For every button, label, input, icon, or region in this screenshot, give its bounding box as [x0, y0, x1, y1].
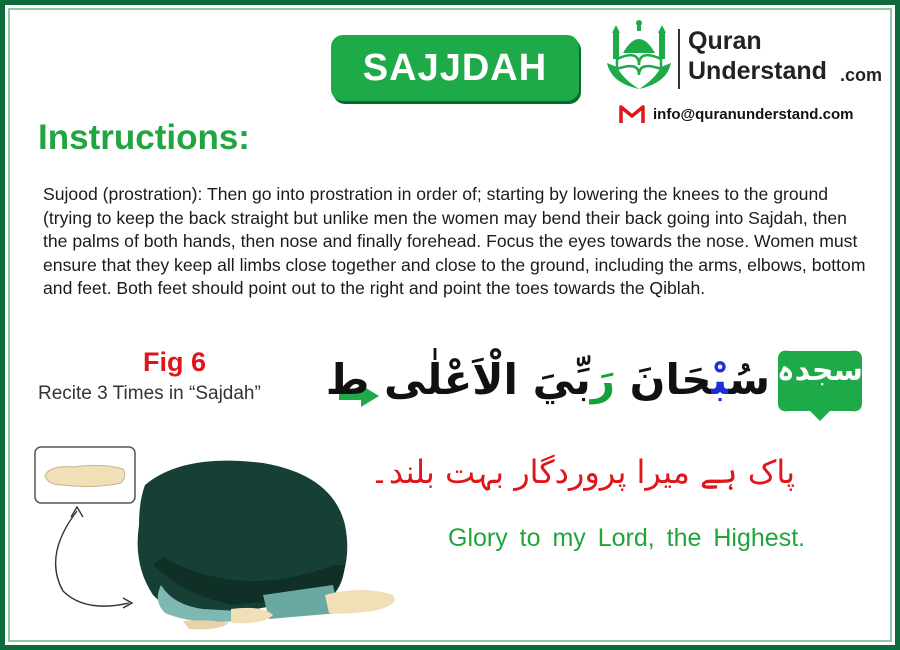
contact-email[interactable]: [619, 101, 853, 127]
logo-text-domain: .com: [840, 65, 883, 85]
title-badge: [331, 35, 579, 101]
figure-label: Fig 6: [143, 347, 207, 377]
instructions-heading: Instructions:: [38, 118, 250, 157]
sajda-badge-text: سجدہ: [776, 353, 864, 388]
email-address: info@quranunderstand.com: [653, 105, 854, 123]
arabic-part-3: حَانَ: [615, 355, 712, 404]
english-translation: Glory to my Lord, the Highest.: [448, 524, 806, 552]
sajda-badge: [770, 345, 870, 423]
woman-in-sajdah-illustration: [33, 445, 423, 645]
site-logo[interactable]: [603, 19, 893, 99]
arabic-part-5: بِّيَ الْاَعْلٰى ط: [325, 355, 591, 404]
logo-text-understand: Understand: [688, 57, 827, 85]
instructions-text: Sujood (prostration): Then go into prostration in order of; starting by lowering the knees to the ground (trying to keep the back straight but unlike men the women may bend their back going into Sajdah, then the palms of both hands, then nose and finally forehead. Focus the eyes towards the nose. Women must ensure that they keep all limbs close together and close to the ground, including the arms, elbows, bottom and feet. Both feet should point out to the right and point the toes towards the Qiblah.: [43, 184, 866, 298]
logo-text-quran: Quran: [688, 27, 762, 55]
arabic-tasbeeh: [325, 355, 770, 404]
arabic-part-1: سُ: [728, 355, 770, 404]
gmail-icon: [619, 104, 645, 124]
arabic-part-2: بْ: [711, 355, 729, 404]
arabic-part-4: رَ: [590, 355, 616, 404]
quran-mosque-logo-icon: [603, 19, 675, 97]
logo-divider: [678, 29, 680, 89]
recite-instruction: Recite 3 Times in “Sajdah”: [38, 383, 261, 404]
page-title: SAJJDAH: [362, 46, 548, 89]
urdu-translation: پاک ہے میرا پروردگار بہت بلند۔: [370, 453, 795, 491]
